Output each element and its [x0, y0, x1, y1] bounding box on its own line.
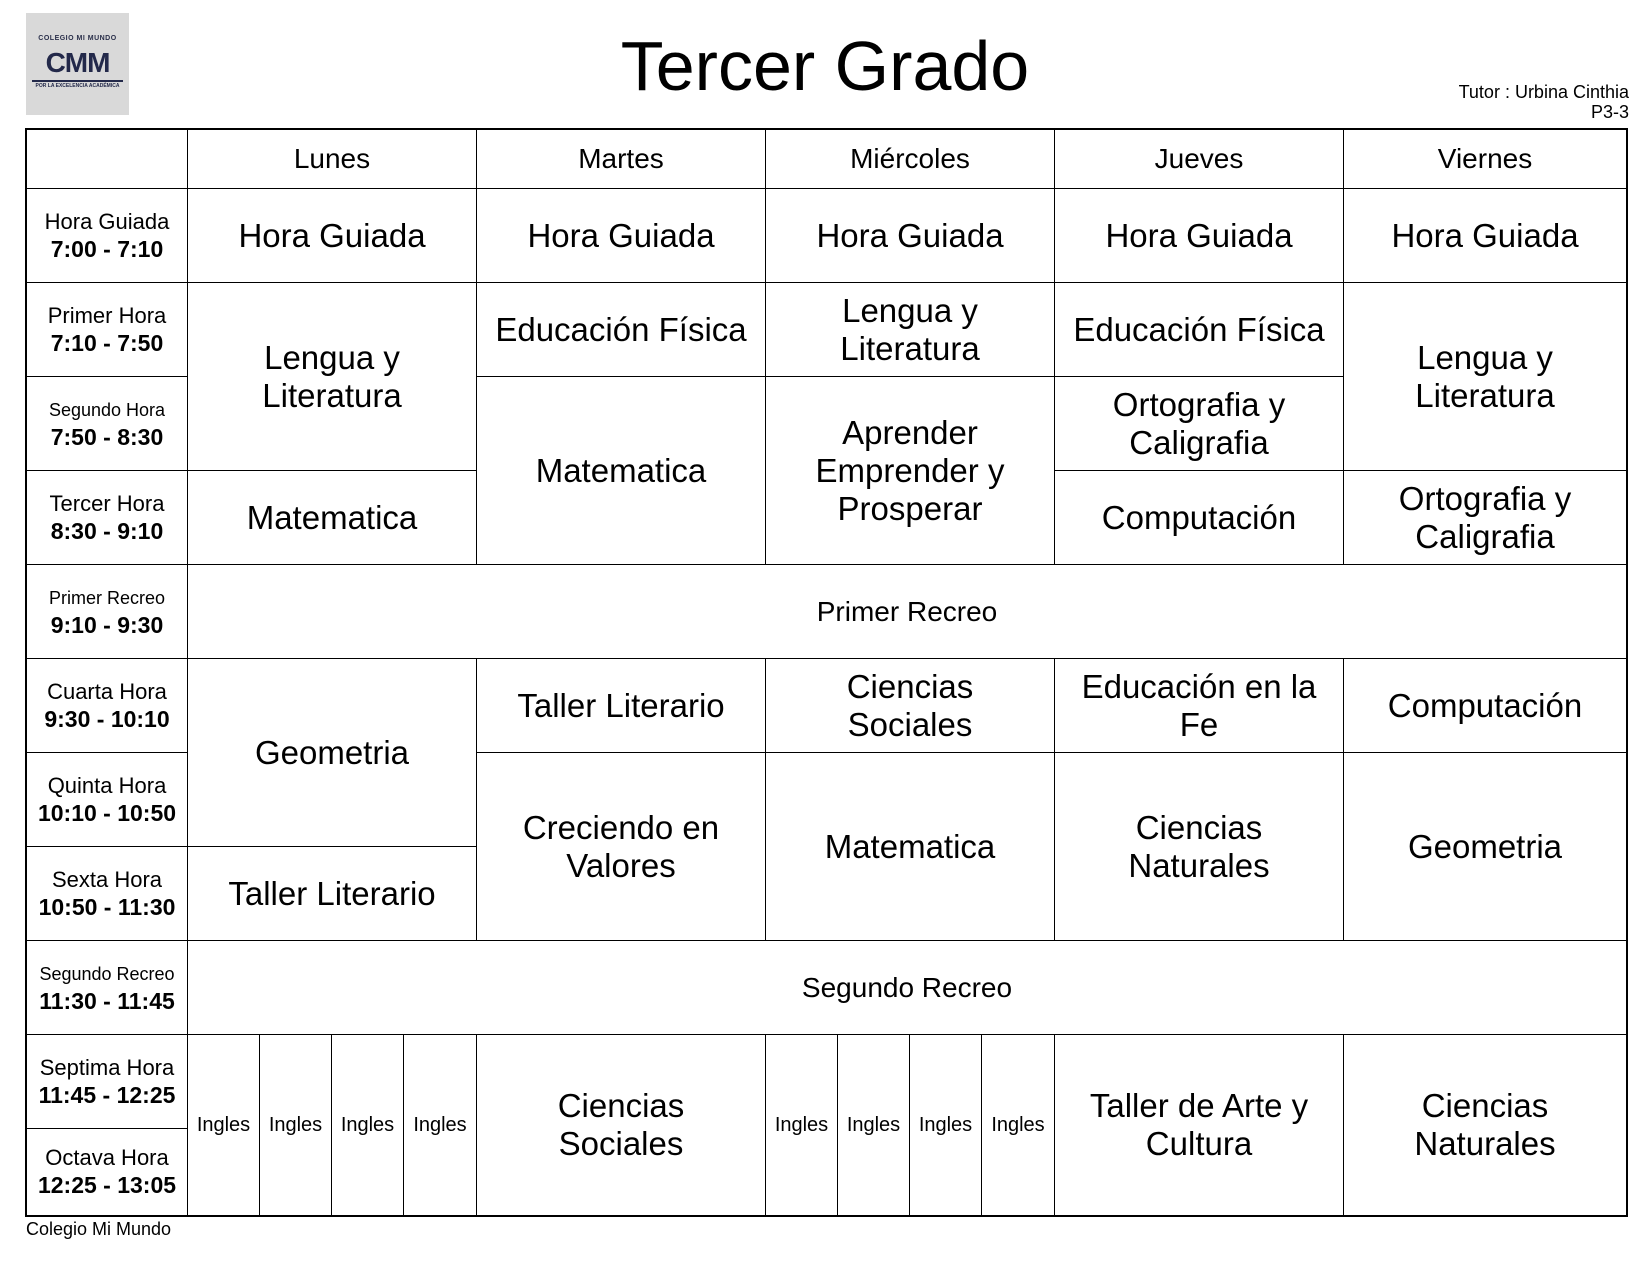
period-sexta-hora — [27, 847, 188, 941]
class-cell: Matematica — [477, 377, 766, 565]
day-header-miercoles: Miércoles — [766, 130, 1055, 189]
class-cell-ingles: Ingles — [982, 1035, 1055, 1215]
period-quinta-hora — [27, 753, 188, 847]
class-cell: Geometria — [188, 659, 477, 847]
period-name: Octava Hora — [45, 1145, 169, 1170]
day-header-martes: Martes — [477, 130, 766, 189]
period-segundo-recreo — [27, 941, 188, 1035]
class-cell: Aprender Emprender y Prosperar — [766, 377, 1055, 565]
class-cell-ingles: Ingles — [188, 1035, 260, 1215]
page-title: Tercer Grado — [620, 27, 1030, 105]
period-name: Tercer Hora — [49, 490, 165, 516]
period-time: 11:45 - 12:25 — [38, 1081, 176, 1108]
class-cell: Lengua y Literatura — [1344, 283, 1626, 471]
day-header-viernes: Viernes — [1344, 130, 1626, 189]
class-cell: Hora Guiada — [477, 189, 766, 283]
class-cell-ingles: Ingles — [404, 1035, 477, 1215]
period-time: 9:10 - 9:30 — [50, 611, 164, 638]
period-time: 8:30 - 9:10 — [50, 517, 164, 544]
period-time: 7:50 - 8:30 — [50, 423, 164, 450]
period-time: 10:10 - 10:50 — [37, 799, 177, 826]
period-name: Septima Hora — [39, 1054, 175, 1080]
group-code: P3-3 — [1590, 102, 1629, 122]
class-cell: Computación — [1055, 471, 1344, 565]
class-cell: Hora Guiada — [1344, 189, 1626, 283]
class-cell: Taller Literario — [477, 659, 766, 753]
logo-motto: POR LA EXCELENCIA ACADÉMICA — [32, 80, 123, 89]
class-cell: Hora Guiada — [188, 189, 477, 283]
class-cell: Hora Guiada — [766, 189, 1055, 283]
class-cell: Lengua y Literatura — [188, 283, 477, 471]
logo-mark: CMM — [45, 47, 110, 78]
class-cell: Ortografia y Caligrafia — [1344, 471, 1626, 565]
class-cell: Ortografia y Caligrafia — [1055, 377, 1344, 471]
period-primer-recreo — [27, 565, 188, 659]
period-name: Segundo Hora — [48, 399, 166, 420]
period-name: Primer Recreo — [48, 587, 166, 608]
recess-band-first: Primer Recreo — [188, 565, 1626, 659]
corner-cell — [27, 130, 188, 189]
period-time: 11:30 - 11:45 — [39, 987, 175, 1014]
class-cell: Ciencias Naturales — [1414, 1087, 1556, 1162]
class-cell-ingles: Ingles — [260, 1035, 332, 1215]
class-cell: Geometria — [1344, 753, 1626, 941]
period-segundo-hora — [27, 377, 188, 471]
footer-school-name: Colegio Mi Mundo — [26, 1219, 172, 1239]
class-cell: Creciendo en Valores — [477, 753, 766, 941]
period-tercer-hora — [27, 471, 188, 565]
period-hora-guiada — [27, 189, 188, 283]
period-octava-hora — [27, 1129, 188, 1215]
class-cell-ingles: Ingles — [766, 1035, 838, 1215]
day-header-jueves: Jueves — [1055, 130, 1344, 189]
class-cell: Educación Física — [1055, 283, 1344, 377]
class-cell: Ciencias Sociales — [766, 659, 1055, 753]
period-primer-hora — [27, 283, 188, 377]
tutor-name: Tutor : Urbina Cinthia — [1458, 82, 1629, 102]
class-cell: Lengua y Literatura — [766, 283, 1055, 377]
schedule-table — [25, 128, 1628, 1217]
class-cell: Matematica — [188, 471, 477, 565]
period-time: 9:30 - 10:10 — [44, 705, 170, 732]
period-name: Primer Hora — [47, 302, 167, 328]
class-cell: Hora Guiada — [1055, 189, 1344, 283]
logo-arc-text: COLEGIO MI MUNDO — [38, 35, 117, 42]
class-cell: Educación en la Fe — [1055, 659, 1344, 753]
class-cell: Computación — [1344, 659, 1626, 753]
period-name: Cuarta Hora — [47, 678, 167, 704]
period-name: Quinta Hora — [47, 772, 167, 798]
class-cell-ingles: Ingles — [838, 1035, 910, 1215]
period-name: Hora Guiada — [44, 208, 170, 234]
class-cell: Taller de Arte y Cultura — [1055, 1035, 1344, 1215]
recess-band-second: Segundo Recreo — [188, 941, 1626, 1035]
period-name: Segundo Recreo — [39, 963, 175, 984]
day-header-lunes: Lunes — [188, 130, 477, 189]
period-time: 7:10 - 7:50 — [50, 329, 164, 356]
period-septima-hora — [27, 1035, 188, 1129]
class-cell: Taller Literario — [188, 847, 477, 941]
class-cell: Educación Física — [477, 283, 766, 377]
period-cuarta-hora — [27, 659, 188, 753]
period-time: 7:00 - 7:10 — [50, 235, 164, 262]
period-time: 12:25 - 13:05 — [37, 1172, 177, 1198]
class-cell: Ciencias Naturales — [1055, 753, 1344, 941]
period-name: Sexta Hora — [51, 866, 163, 892]
class-cell: Matematica — [766, 753, 1055, 941]
class-cell: Ciencias Sociales — [477, 1035, 766, 1215]
tutor-info — [1459, 82, 1629, 122]
class-cell-ingles: Ingles — [910, 1035, 982, 1215]
period-time: 10:50 - 11:30 — [38, 893, 176, 920]
class-cell-ingles: Ingles — [332, 1035, 404, 1215]
